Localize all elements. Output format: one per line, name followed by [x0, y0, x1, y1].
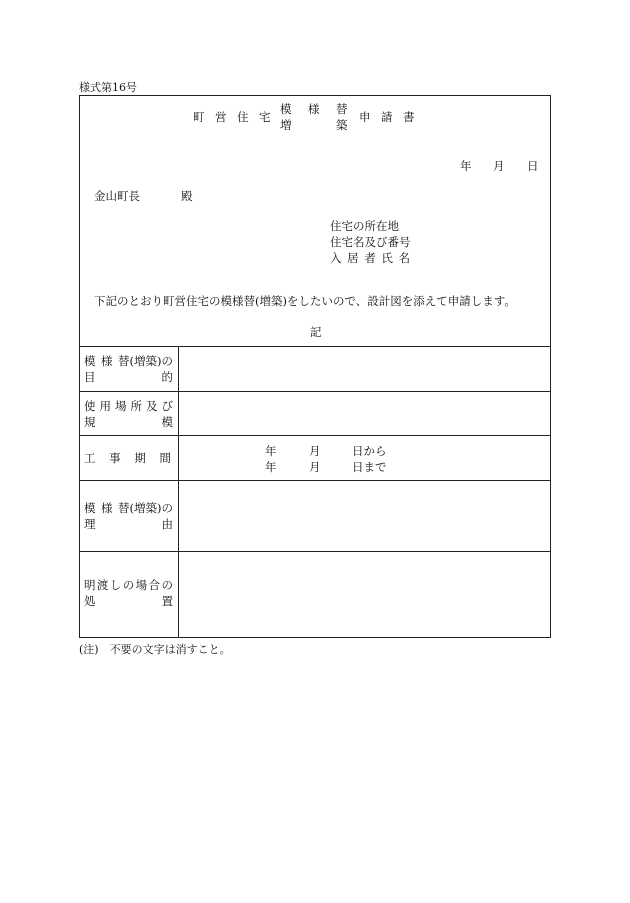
label-char: 期 [134, 451, 146, 465]
label-char: 明 [84, 578, 96, 592]
period-to-month: 月 [309, 460, 321, 474]
title-char: 増 [280, 118, 292, 132]
label-char: 使 [84, 399, 96, 413]
label-char: 名 [398, 251, 410, 265]
purpose-label [84, 353, 173, 385]
label-char: 用 [99, 399, 111, 413]
label-char: 置 [161, 594, 173, 608]
label-char: 由 [161, 517, 173, 531]
title-char: 模 [280, 102, 292, 116]
period-from-day: 日から [352, 444, 387, 458]
label-char: 替(増築)の [118, 501, 173, 515]
house-name-number-label: 住宅名及び番号 [330, 235, 411, 249]
label-char: し [109, 578, 122, 592]
table-divider [80, 551, 550, 552]
label-char: 様 [101, 354, 113, 368]
label-char: 模 [161, 415, 173, 429]
title-char: 請 [381, 110, 393, 124]
title-char: 住 [237, 110, 249, 124]
label-char: 規 [84, 415, 96, 429]
label-char: 的 [161, 370, 173, 384]
period-from-month: 月 [309, 444, 321, 458]
title-char: 様 [308, 102, 320, 116]
label-char: び [161, 399, 173, 413]
table-column-divider [178, 346, 179, 637]
date-month: 月 [493, 159, 505, 173]
location-scale-label [84, 398, 173, 430]
label-char: 入 [330, 251, 342, 265]
label-char: の [122, 578, 135, 592]
label-char: 目 [84, 370, 96, 384]
date-day: 日 [527, 159, 539, 173]
label-char: 事 [109, 451, 121, 465]
label-char: 及 [146, 399, 158, 413]
label-char: 者 [364, 251, 376, 265]
label-char: 間 [159, 451, 171, 465]
table-divider [80, 435, 550, 436]
period-from-year: 年 [265, 444, 277, 458]
period-to-day: 日まで [352, 460, 387, 474]
label-char: 渡 [96, 578, 109, 592]
title-char: 申 [359, 110, 371, 124]
title-char: 替 [336, 102, 348, 116]
label-char: 所 [130, 399, 142, 413]
form-number: 様式第16号 [79, 81, 137, 94]
date-year: 年 [460, 159, 472, 173]
reason-label [84, 500, 173, 532]
label-char: 場 [115, 399, 127, 413]
label-char: 替(増築)の [118, 354, 173, 368]
title-char: 書 [403, 110, 415, 124]
title-char: 築 [336, 118, 348, 132]
label-char: 様 [101, 501, 113, 515]
label-char: 模 [84, 501, 96, 515]
ki-heading: 記 [310, 325, 322, 339]
application-form [79, 95, 551, 638]
label-char: 工 [84, 451, 96, 465]
table-divider [80, 391, 550, 392]
addressee-name: 金山町長 [94, 189, 140, 203]
label-char: 合 [148, 578, 161, 592]
table-divider [80, 480, 550, 481]
application-statement: 下記のとおり町営住宅の模様替(増築)をしたいので、設計図を添えて申請します。 [94, 294, 516, 308]
period-to-year: 年 [265, 460, 277, 474]
resident-name-label [330, 250, 410, 266]
title-char: 宅 [259, 110, 271, 124]
label-char: の [161, 578, 173, 592]
construction-period-label [84, 450, 173, 466]
label-char: 居 [347, 251, 359, 265]
label-char: 理 [84, 517, 96, 531]
label-char: 処 [84, 594, 96, 608]
title-char: 営 [215, 110, 227, 124]
label-char: 場 [135, 578, 148, 592]
label-char: 模 [84, 354, 96, 368]
house-location-label: 住宅の所在地 [330, 219, 399, 233]
vacating-handling-label [84, 577, 173, 609]
footnote: (注) 不要の文字は消すこと。 [79, 643, 231, 656]
applicant-info [330, 218, 410, 266]
table-divider [80, 346, 550, 347]
title-char: 町 [193, 110, 205, 124]
label-char: 氏 [381, 251, 393, 265]
addressee-honorific: 殿 [181, 189, 193, 203]
